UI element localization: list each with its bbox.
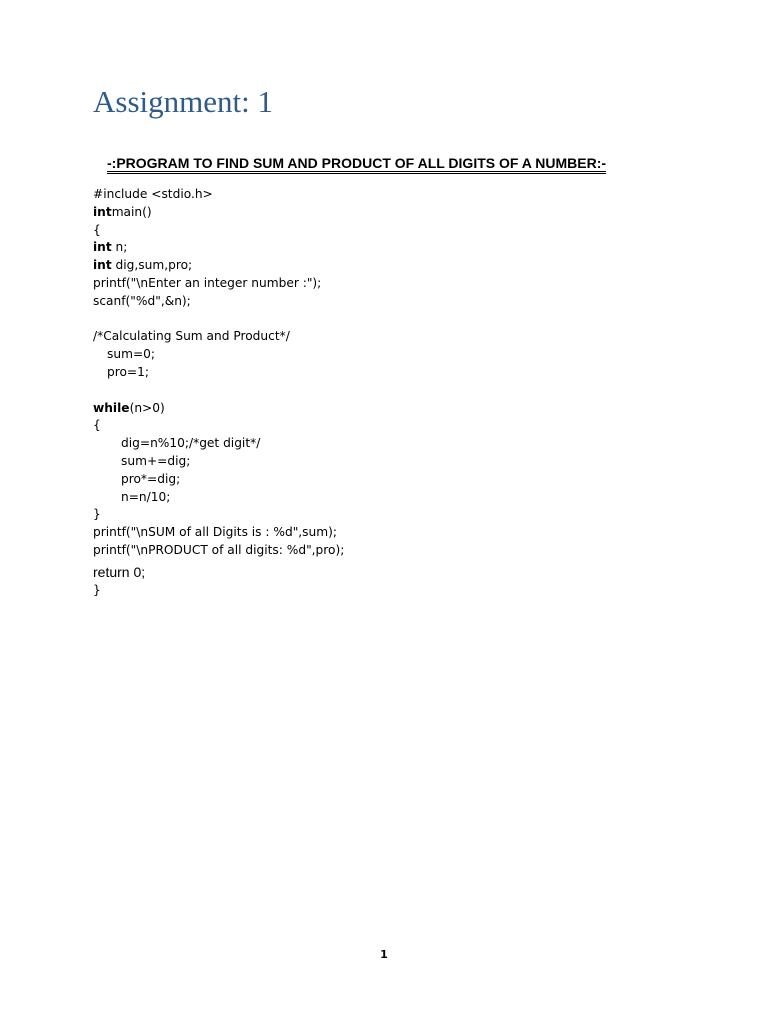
code-line-get-digit: dig=n%10;/*get digit*/ bbox=[121, 436, 261, 451]
code-line-include: #include <stdio.h> bbox=[93, 187, 213, 201]
code-line-loop-open: { bbox=[93, 418, 101, 433]
code-line-printf-prompt: printf("\nEnter an integer number :"); bbox=[93, 275, 322, 290]
assignment-title: Assignment: 1 bbox=[93, 84, 273, 119]
code-text: (n>0) bbox=[129, 400, 165, 415]
code-line-while bbox=[93, 400, 344, 418]
code-listing bbox=[93, 186, 344, 600]
code-line-return: return 0; bbox=[93, 563, 146, 580]
code-line-sum-init: sum=0; bbox=[107, 347, 156, 362]
code-line-main bbox=[93, 204, 344, 222]
page-number: 1 bbox=[380, 948, 388, 961]
code-line-decl-vars bbox=[93, 257, 344, 275]
code-line-pro-init: pro=1; bbox=[107, 364, 150, 379]
code-line-close-brace: } bbox=[93, 582, 101, 597]
code-line-printf-sum: printf("\nSUM of all Digits is : %d",sum); bbox=[93, 525, 337, 540]
code-line-loop-close: } bbox=[93, 507, 101, 522]
code-blank-line bbox=[93, 311, 344, 329]
code-blank-line bbox=[93, 382, 344, 400]
code-line-pro-mul: pro*=dig; bbox=[121, 471, 181, 486]
program-heading: -:PROGRAM TO FIND SUM AND PRODUCT OF ALL DIGITS OF A NUMBER:- bbox=[107, 155, 606, 174]
keyword-int: int bbox=[93, 204, 112, 219]
code-text: n; bbox=[111, 240, 128, 255]
keyword-while: while bbox=[93, 400, 130, 415]
code-line-n-div: n=n/10; bbox=[121, 489, 171, 504]
code-line-decl-n bbox=[93, 239, 344, 257]
code-line-comment: /*Calculating Sum and Product*/ bbox=[93, 329, 290, 344]
code-line-sum-add: sum+=dig; bbox=[121, 453, 191, 468]
code-line-open-brace: { bbox=[93, 222, 101, 237]
code-text: dig,sum,pro; bbox=[111, 258, 193, 273]
keyword-int: int bbox=[93, 258, 112, 273]
code-line-printf-product: printf("\nPRODUCT of all digits: %d",pro); bbox=[93, 542, 345, 557]
code-text: main() bbox=[111, 204, 152, 219]
code-line-scanf: scanf("%d",&n); bbox=[93, 293, 191, 308]
keyword-int: int bbox=[93, 240, 112, 255]
